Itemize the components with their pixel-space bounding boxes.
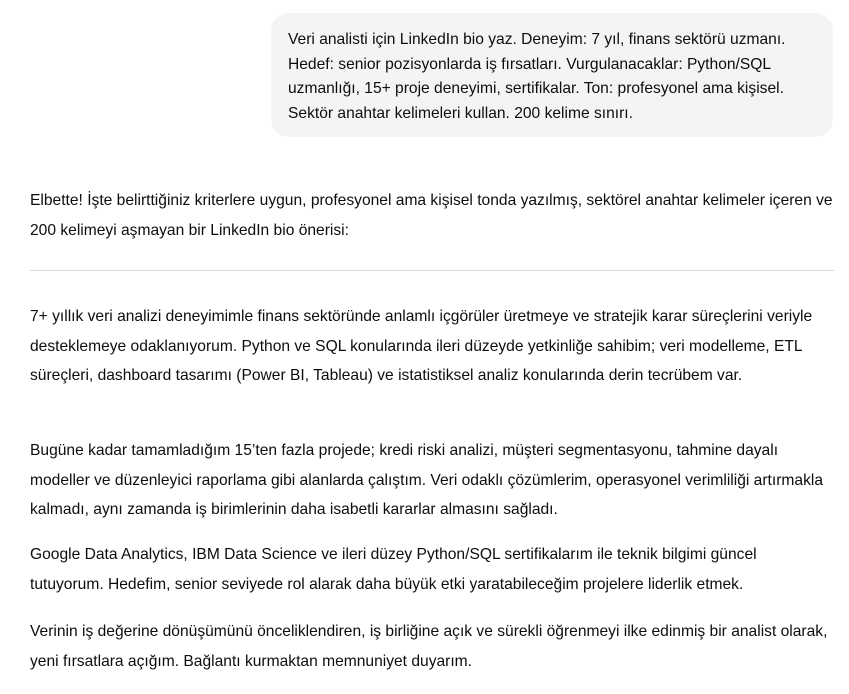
bio-paragraph: Verinin iş değerine dönüşümünü önceliklendiren, iş birliğine açık ve sürekli öğrenmeyi ilke edinmiş bir analist olarak, yeni fırsatlara açığım. Bağlantı kurmaktan memnuniyet duyarım. bbox=[30, 623, 828, 670]
divider bbox=[30, 270, 834, 271]
bio-paragraph: Bugüne kadar tamamladığım 15’ten fazla projede; kredi riski analizi, müşteri segmentasyonu, tahmine dayalı modeller ve düzenleyici raporlama gibi alanlarda çalıştım. Veri odaklı çözümlerim, operasyonel verimliliği artırmakla kalmadı, aynı zamanda iş birimlerinin daha isabetli kararlar almasını sağladı. bbox=[30, 442, 824, 519]
user-message-bubble: Veri analisti için LinkedIn bio yaz. Deneyim: 7 yıl, finans sektörü uzmanı. Hedef: senior pozisyonlarda iş fırsatları. Vurgulanacaklar: Python/SQL uzmanlığı, 15+ proje deneyimi, sertifikalar. Ton: profesyonel ama kişisel. Sektör anahtar kelimeleri kullan. 200 kelime sınırı. bbox=[271, 13, 833, 137]
bio-paragraph: 7+ yıllık veri analizi deneyimimle finans sektöründe anlamlı içgörüler üretmeye ve stratejik karar süreçlerini veriyle desteklemeye odaklanıyorum. Python ve SQL konularında ileri düzeyde yetkinliğe sahibim; veri modelleme, ETL süreçleri, dashboard tasarımı (Power BI, Tableau) ve istatistiksel analiz konularında derin tecrübem var. bbox=[30, 308, 813, 385]
assistant-intro-text: Elbette! İşte belirttiğiniz kriterlere uygun, profesyonel ama kişisel tonda yazılmış, sektörel anahtar kelimeler içeren ve 200 kelimeyi aşmayan bir LinkedIn bio önerisi: bbox=[30, 192, 833, 239]
bio-paragraph: Google Data Analytics, IBM Data Science ve ileri düzey Python/SQL sertifikalarım ile teknik bilgimi güncel tutuyorum. Hedefim, senior seviyede rol alarak daha büyük etki yaratabileceğim projelere liderlik etmek. bbox=[30, 546, 757, 593]
